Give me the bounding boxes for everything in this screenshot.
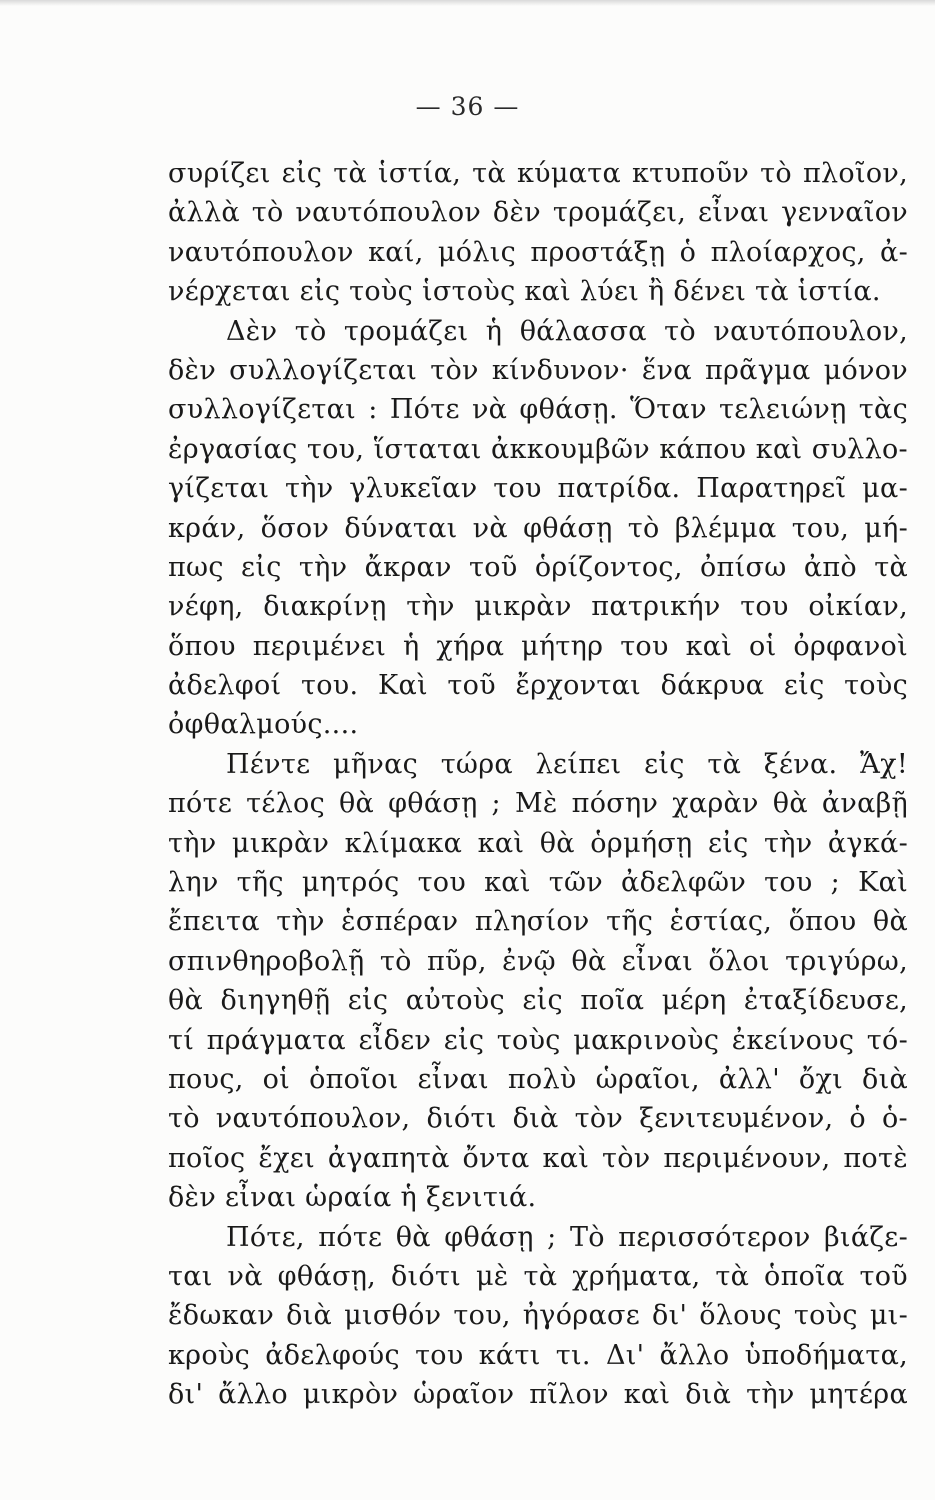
text-line: ἐργασίας του, ἵσταται ἀκκουμβῶν κάπου καὶ συλλο-	[168, 433, 908, 465]
page-number: — 36 —	[415, 92, 520, 121]
text-line: ἀλλὰ τὸ ναυτόπουλον δὲν τρομάζει, εἶναι γενναῖον	[168, 197, 908, 229]
text-line: κροὺς ἀδελφούς του κάτι τι. Δι' ἄλλο ὑποδήματα,	[168, 1339, 908, 1371]
text-line: νέφη, διακρίνῃ τὴν μικρὰν πατρικήν του οἰκίαν,	[168, 591, 908, 623]
text-line: πως εἰς τὴν ἄκραν τοῦ ὁρίζοντος, ὀπίσω ἀπὸ τὰ	[168, 551, 908, 583]
text-line: νέρχεται εἰς τοὺς ἱστοὺς καὶ λύει ἢ δένει τὰ ἱστία.	[168, 276, 881, 308]
text-line: τί πράγματα εἶδεν εἰς τοὺς μακρινοὺς ἐκείνους τό-	[168, 1024, 908, 1056]
text-line: λην τῆς μητρός του καὶ τῶν ἀδελφῶν του ; Καὶ	[168, 867, 908, 899]
text-line: σπινθηροβολῇ τὸ πῦρ, ἐνῷ θὰ εἶναι ὅλοι τριγύρω,	[168, 945, 908, 977]
text-line: Πέντε μῆνας τώρα λείπει εἰς τὰ ξένα. Ἄχ!	[226, 748, 908, 780]
text-line: ἔδωκαν διὰ μισθόν του, ἠγόρασε δι' ὅλους τοὺς μι-	[168, 1300, 908, 1332]
text-line: Πότε, πότε θὰ φθάσῃ ; Τὸ περισσότερον βιάζε-	[226, 1221, 908, 1253]
text-line: ται νὰ φθάσῃ, διότι μὲ τὰ χρήματα, τὰ ὁποῖα τοῦ	[168, 1260, 908, 1292]
text-line: δι' ἄλλο μικρὸν ὡραῖον πῖλον καὶ διὰ τὴν μητέρα	[168, 1379, 908, 1411]
text-line: γίζεται τὴν γλυκεῖαν του πατρίδα. Παρατηρεῖ μα-	[168, 473, 908, 505]
text-line: συρίζει εἰς τὰ ἱστία, τὰ κύματα κτυποῦν τὸ πλοῖον,	[168, 158, 908, 189]
text-line: ναυτόπουλον καί, μόλις προστάξῃ ὁ πλοίαρχος, ἀ-	[168, 236, 908, 268]
body-text	[168, 154, 908, 1415]
text-line: δὲν εἶναι ὡραία ἡ ξενιτιά.	[168, 1182, 537, 1214]
text-line: ὀφθαλμούς....	[168, 709, 359, 741]
text-line: πότε τέλος θὰ φθάσῃ ; Μὲ πόσην χαρὰν θὰ ἀναβῇ	[168, 788, 908, 820]
text-line: συλλογίζεται : Πότε νὰ φθάσῃ. Ὅταν τελειώνῃ τὰς	[168, 394, 908, 426]
text-line: τὴν μικρὰν κλίμακα καὶ θὰ ὁρμήσῃ εἰς τὴν ἀγκά-	[168, 827, 908, 859]
text-line: ποῖος ἔχει ἀγαπητὰ ὄντα καὶ τὸν περιμένουν, ποτὲ	[168, 1142, 908, 1174]
text-line: ἔπειτα τὴν ἑσπέραν πλησίον τῆς ἑστίας, ὅπου θὰ	[168, 906, 908, 938]
text-line: ἀδελφοί του. Καὶ τοῦ ἔρχονται δάκρυα εἰς τοὺς	[168, 670, 908, 702]
text-line: Δὲν τὸ τρομάζει ἡ θάλασσα τὸ ναυτόπουλον,	[226, 315, 908, 347]
text-line: κράν, ὅσον δύναται νὰ φθάσῃ τὸ βλέμμα του, μή-	[168, 512, 908, 544]
text-line: δὲν συλλογίζεται τὸν κίνδυνον· ἕνα πρᾶγμα μόνον	[168, 354, 908, 386]
page-top-edge	[0, 0, 935, 6]
text-line: θὰ διηγηθῇ εἰς αὐτοὺς εἰς ποῖα μέρη ἐταξίδευσε,	[168, 985, 908, 1017]
text-line: ὅπου περιμένει ἡ χήρα μήτηρ του καὶ οἱ ὀρφανοὶ	[168, 630, 908, 662]
text-line: πους, οἱ ὁποῖοι εἶναι πολὺ ὡραῖοι, ἀλλ' ὄχι διὰ	[168, 1063, 908, 1095]
text-line: τὸ ναυτόπουλον, διότι διὰ τὸν ξενιτευμένον, ὁ ὁ-	[168, 1103, 908, 1135]
